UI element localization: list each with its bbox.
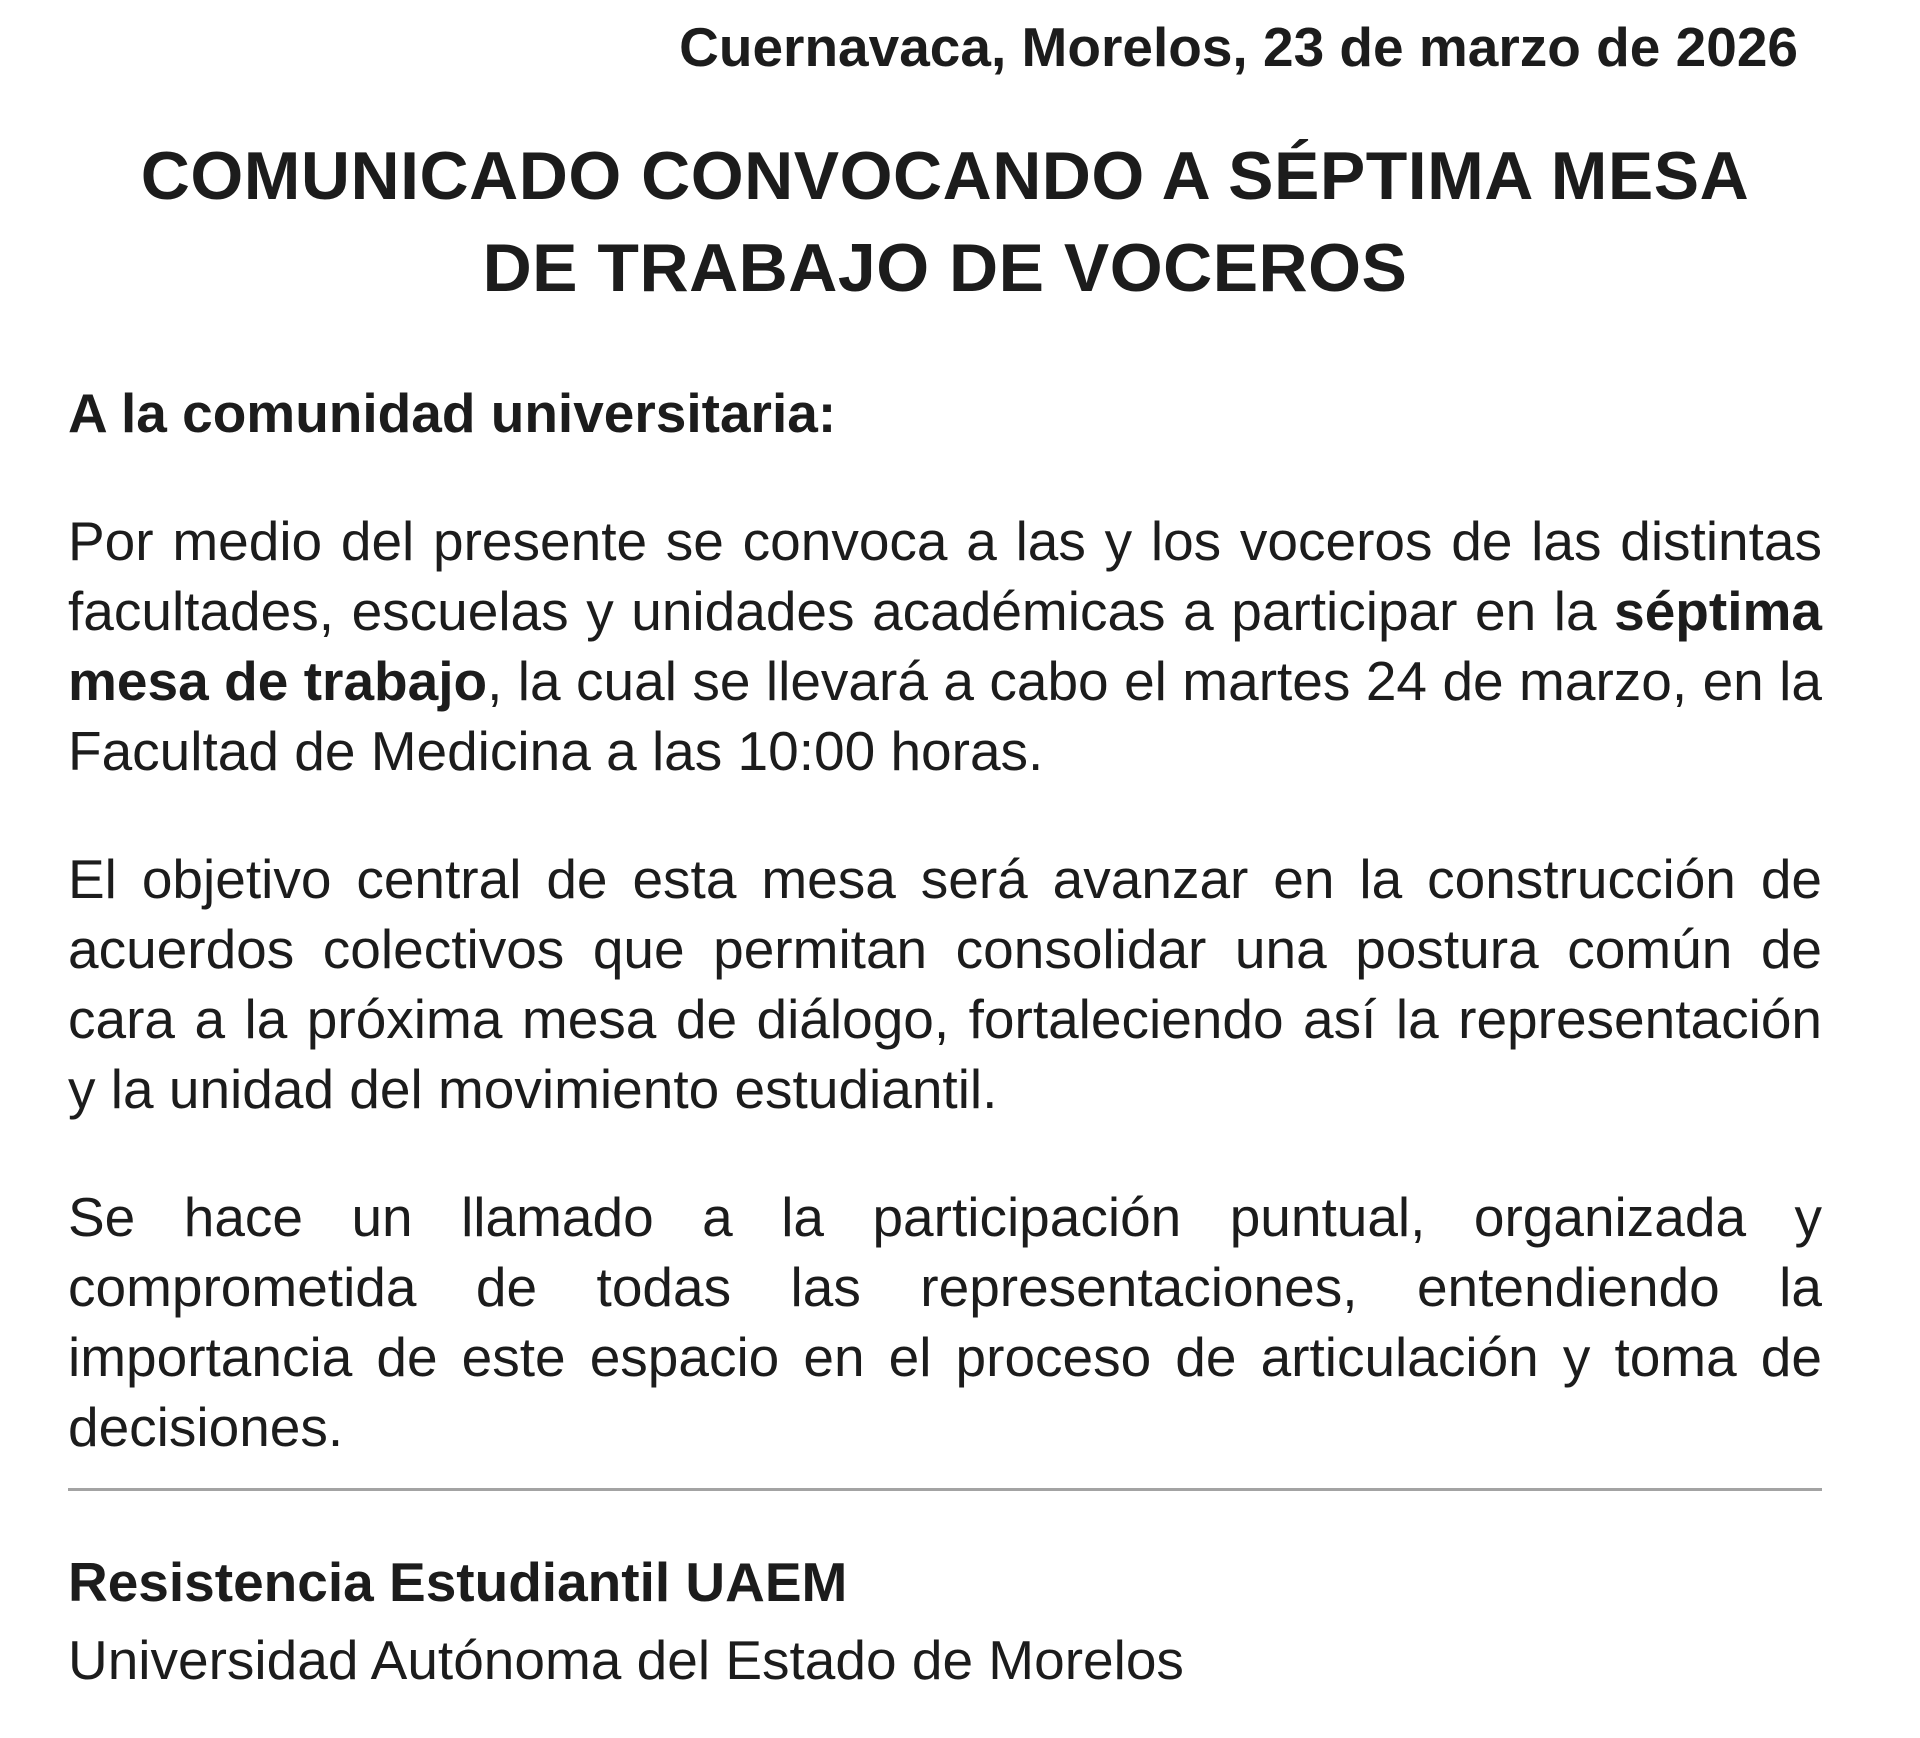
paragraph — [68, 506, 1822, 786]
paragraph-segment: , la cual se llevará a cabo el martes 24 de marzo, en la Facultad de Medicina a las 10:00 horas. — [68, 650, 1822, 782]
body-paragraphs — [68, 506, 1822, 1462]
paragraph — [68, 1182, 1822, 1462]
paragraph — [68, 844, 1822, 1124]
paragraph-segment: El objetivo central de esta mesa será avanzar en la construcción de acuerdos colectivos que permitan consolidar una postura común de cara a la próxima mesa de diálogo, fortaleciendo así la representación y la unidad del movimiento estudiantil. — [68, 848, 1822, 1120]
salutation: A la comunidad universitaria: — [68, 382, 837, 444]
signature-institution: Universidad Autónoma del Estado de Morelos — [68, 1629, 1184, 1691]
paragraph-segment: Por medio del presente se convoca a las y los voceros de las distintas facultades, escuelas y unidades académicas a participar en la — [68, 510, 1822, 642]
document-title-line-2: DE TRABAJO DE VOCEROS — [482, 230, 1408, 306]
dateline: Cuernavaca, Morelos, 23 de marzo de 2026 — [679, 16, 1798, 78]
paragraph-segment: Se hace un llamado a la participación puntual, organizada y comprometida de todas las representaciones, entendiendo la importancia de este espacio en el proceso de articulación y toma de decisiones. — [68, 1186, 1822, 1458]
signature-block — [68, 1543, 1822, 1699]
divider-line — [68, 1488, 1822, 1491]
paragraph-bold-segment: séptima mesa de trabajo — [68, 580, 1822, 712]
signature-organization: Resistencia Estudiantil UAEM — [68, 1551, 848, 1613]
document-title — [68, 130, 1822, 314]
document-title-line-1: COMUNICADO CONVOCANDO A SÉPTIMA MESA — [140, 138, 1750, 214]
